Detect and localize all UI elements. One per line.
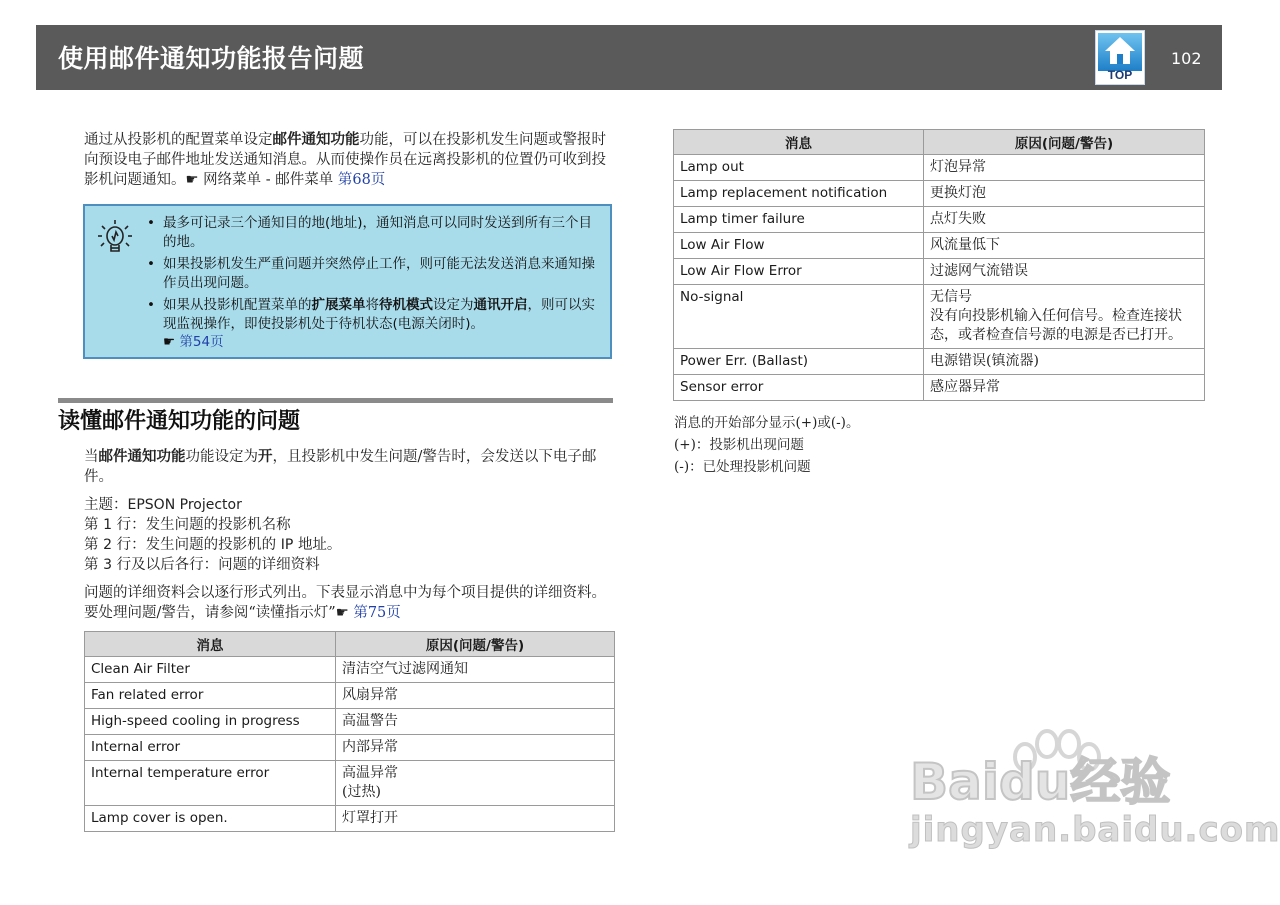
page-number: 102 (1171, 49, 1202, 68)
message-table-right (673, 129, 1205, 401)
column-header-cause: 原因(问题/警告) (924, 130, 1205, 155)
pointing-hand-icon: ☛ (163, 334, 176, 350)
top-button[interactable] (1095, 30, 1145, 85)
watermark-url: jingyan.baidu.com (910, 810, 1280, 850)
tip-item: • 如果从投影机配置菜单的扩展菜单将待机模式设定为通讯开启，则可以实现监视操作，即使投影机处于待机状态(电源关闭时)。 ☛ 第54页 (147, 296, 602, 352)
footnote-1: 消息的开始部分显示(+)或(-)。 (674, 415, 860, 431)
watermark-brand: Baidu经验 (910, 753, 1171, 811)
table-row: Fan related error 风扇异常 (85, 683, 615, 709)
email-format (84, 495, 614, 575)
tip-list (147, 214, 602, 356)
table-row: Sensor error 感应器异常 (674, 375, 1205, 401)
tip-item: • 如果投影机发生严重问题并突然停止工作，则可能无法发送消息来通知操作员出现问题。 (147, 255, 602, 292)
page-link-68[interactable]: 第68页 (337, 172, 386, 188)
page-link-75[interactable]: 第75页 (353, 605, 401, 621)
column-header-message: 消息 (85, 632, 336, 657)
intro-paragraph: 通过从投影机的配置菜单设定邮件通知功能功能，可以在投影机发生问题或警报时向预设电子邮件地址发送通知消息。从而使操作员在远离投影机的位置仍可收到投影机问题通知。☛ 网络菜单 - 邮件菜单 第68页 (84, 132, 606, 188)
home-icon (1096, 31, 1144, 71)
table-row: Lamp out 灯泡异常 (674, 155, 1205, 181)
table-header-row (85, 632, 615, 657)
table-row: No-signal 无信号 没有向投影机输入任何信号。检查连接状态，或者检查信号源的电源是否已打开。 (674, 285, 1205, 349)
pointing-hand-icon: ☛ (335, 605, 349, 621)
table-header-row (674, 130, 1205, 155)
footnote-3: (-)：已处理投影机问题 (674, 459, 811, 475)
table-row: Internal error 内部异常 (85, 735, 615, 761)
section-divider (58, 398, 613, 403)
column-header-message: 消息 (674, 130, 924, 155)
section-heading: 读懂邮件通知功能的问题 (58, 409, 301, 434)
page-header (36, 25, 1222, 90)
footnote-2: (+)：投影机出现问题 (674, 437, 804, 453)
line-3: 第 3 行及以后各行：问题的详细资料 (84, 557, 320, 573)
tip-box (83, 204, 612, 359)
body-paragraph-1: 当邮件通知功能功能设定为开，且投影机中发生问题/警告时，会发送以下电子邮件。 (84, 449, 597, 485)
pointing-hand-icon: ☛ (185, 172, 199, 188)
table-row: Clean Air Filter 清洁空气过滤网通知 (85, 657, 615, 683)
subject-line: 主题：EPSON Projector (84, 497, 242, 513)
page-link-54[interactable]: 第54页 (179, 334, 224, 350)
line-1: 第 1 行：发生问题的投影机名称 (84, 517, 291, 533)
column-header-cause: 原因(问题/警告) (336, 632, 615, 657)
lightbulb-icon (95, 218, 135, 258)
table-row: Low Air Flow Error 过滤网气流错误 (674, 259, 1205, 285)
table-row: Lamp replacement notification 更换灯泡 (674, 181, 1205, 207)
table-row: Low Air Flow 风流量低下 (674, 233, 1205, 259)
message-table-left (84, 631, 615, 832)
line-2: 第 2 行：发生问题的投影机的 IP 地址。 (84, 537, 342, 553)
top-label: TOP (1107, 68, 1133, 82)
table-row: High-speed cooling in progress 高温警告 (85, 709, 615, 735)
table-row: Lamp timer failure 点灯失败 (674, 207, 1205, 233)
table-row: Lamp cover is open. 灯罩打开 (85, 806, 615, 832)
table-row: Internal temperature error 高温异常 (过热) (85, 761, 615, 806)
table-row: Power Err. (Ballast) 电源错误(镇流器) (674, 349, 1205, 375)
page-title: 使用邮件通知功能报告问题 (58, 44, 365, 73)
tip-item: • 最多可记录三个通知目的地(地址)，通知消息可以同时发送到所有三个目的地。 (147, 214, 602, 251)
body-paragraph-2: 问题的详细资料会以逐行形式列出。下表显示消息中为每个项目提供的详细资料。要处理问题/警告，请参阅“读懂指示灯”☛ 第75页 (84, 585, 606, 621)
